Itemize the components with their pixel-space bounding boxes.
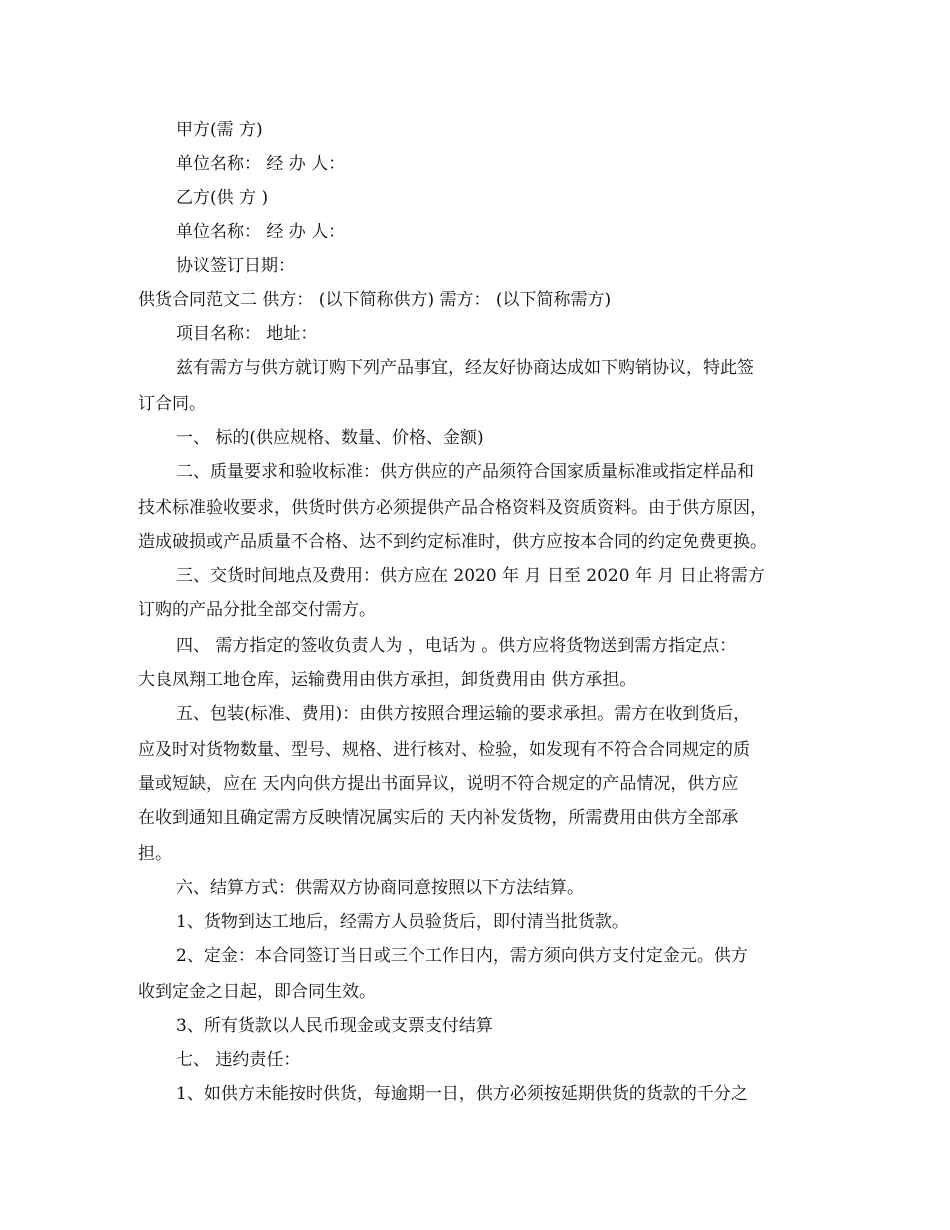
party-b-unit-line: 单位名称： 经 办 人： [176,222,346,242]
clause-7-heading: 七、 违约责任： [176,1050,301,1070]
party-b-heading: 乙方(供 方 ) [176,188,269,208]
clause-2-line-2: 技术标准验收要求，供货时供方必须提供产品合格资料及资质资料。由于供方原因， [138,498,767,518]
preamble-line-1: 兹有需方与供方就订购下列产品事宜，经友好协商达成如下购销协议，特此签 [176,358,754,378]
clause-4-line-2: 大良凤翔工地仓库，运输费用由供方承担，卸货费用由 供方承担。 [138,670,637,690]
clause-5-line-5: 担。 [138,844,172,864]
clause-1-heading: 一、 标的(供应规格、数量、价格、金额) [176,428,484,448]
clause-6-item-2-line-1: 2、定金：本合同签订当日或三个工作日内，需方须向供方支付定金元。供方 [176,946,748,966]
clause-6-heading: 六、结算方式：供需双方协商同意按照以下方法结算。 [176,878,584,898]
clause-6-item-2-line-2: 收到定金之日起，即合同生效。 [138,982,376,1002]
contract-title-line: 供货合同范文二 供方： (以下简称供方) 需方： (以下简称需方) [138,290,612,310]
clause-6-item-1: 1、货物到达工地后，经需方人员验货后，即付清当批货款。 [176,912,629,932]
party-a-unit-line: 单位名称： 经 办 人： [176,154,346,174]
clause-3-line-2: 订购的产品分批全部交付需方。 [138,600,376,620]
project-name-line: 项目名称： 地址： [176,324,318,344]
clause-5-line-1: 五、包装(标准、费用)：由供方按照合理运输的要求承担。需方在收到货后， [176,704,751,724]
clause-6-item-3: 3、所有货款以人民币现金或支票支付结算 [176,1016,493,1036]
signing-date-line: 协议签订日期： [176,256,295,276]
clause-3-line-1: 三、交货时间地点及费用：供方应在 2020 年 月 日至 2020 年 月 日止将需方 [176,566,765,586]
clause-2-line-3: 造成破损或产品质量不合格、达不到约定标准时，供方应按本合同的约定免费更换。 [138,532,767,552]
clause-5-line-4: 在收到通知且确定需方反映情况属实后的 天内补发货物，所需费用由供方全部承 [138,808,739,828]
clause-4-line-1: 四、 需方指定的签收负责人为 ，电话为 。供方应将货物送到需方指定点： [176,636,737,656]
clause-5-line-3: 量或短缺，应在 天内向供方提出书面异议，说明不符合规定的产品情况，供方应 [138,774,739,794]
preamble-line-2: 订合同。 [138,394,206,414]
clause-5-line-2: 应及时对货物数量、型号、规格、进行核对、检验，如发现有不符合合同规定的质 [138,740,750,760]
clause-2-line-1: 二、质量要求和验收标准：供方供应的产品须符合国家质量标准或指定样品和 [176,462,754,482]
party-a-heading: 甲方(需 方) [176,120,263,140]
clause-7-item-1: 1、如供方未能按时供货，每逾期一日，供方必须按延期供货的货款的千分之 [176,1084,748,1104]
